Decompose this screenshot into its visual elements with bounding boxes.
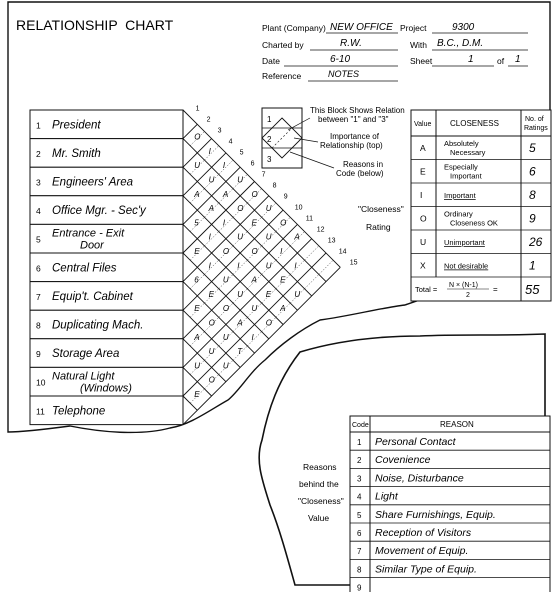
matrix-cell: U [222, 275, 229, 285]
reasons-label-3: "Closeness" [298, 496, 344, 506]
total-label: Total = [415, 285, 438, 294]
matrix-cell: O [237, 204, 244, 214]
closeness-value: E [420, 166, 426, 177]
matrix-cell: A [194, 332, 200, 342]
reasons-label-4: Value [308, 513, 330, 523]
with-label: With [410, 40, 427, 50]
activity-number: 9 [36, 349, 41, 360]
reason-code: 5 [357, 510, 362, 520]
matrix-cell: O [251, 247, 258, 256]
matrix-cell: A [237, 318, 243, 328]
reasons-label-2: behind the [299, 479, 339, 489]
closeness-table [411, 110, 551, 301]
diamond-number: 14 [338, 248, 347, 256]
reason-text: Movement of Equip. [375, 545, 469, 558]
closeness-label-2: Important [450, 171, 482, 181]
activity-name: President [52, 119, 101, 132]
of-label: of [497, 56, 505, 66]
plant-value: NEW OFFICE [330, 22, 393, 33]
activity-name-line-2: (Windows) [80, 382, 132, 395]
activity-number: 1 [36, 120, 41, 131]
matrix-cell: O [208, 318, 215, 328]
reason-text: Light [375, 490, 398, 503]
charted-value: R.W. [340, 38, 362, 49]
matrix-cell: U [294, 289, 301, 299]
matrix-cell: U [237, 289, 243, 299]
total-value: 55 [525, 282, 540, 297]
activity-number: 10 [36, 377, 46, 388]
reasons-table [350, 416, 550, 592]
key-row-3: 3 [267, 155, 272, 164]
rating-label-1: "Closeness" [358, 204, 404, 214]
key-reasons-2: Code (below) [336, 169, 384, 178]
date-label: Date [262, 56, 280, 66]
matrix-cell: E [194, 390, 200, 399]
matrix-cell: E [194, 247, 200, 256]
matrix-cell: O [265, 318, 273, 328]
matrix-cell: U [251, 304, 258, 314]
key-importance-2: Relationship (top) [320, 141, 383, 150]
reason-code: 4 [357, 492, 362, 502]
matrix-cell: 6 [194, 275, 199, 285]
matrix-cell: U [222, 332, 229, 342]
closeness-count: 5 [529, 141, 536, 155]
chart-title: RELATIONSHIP CHART [16, 17, 174, 33]
reference-label: Reference [262, 71, 302, 81]
activity-name: Telephone [52, 405, 106, 418]
closeness-label: Absolutely [444, 139, 479, 148]
matrix-cell: E [194, 304, 200, 314]
project-label: Project [400, 23, 427, 33]
diamond-number: 7 [261, 171, 266, 179]
reason-code: 7 [357, 547, 362, 557]
matrix-cell: U [208, 175, 215, 185]
matrix-cell: O [222, 247, 230, 256]
matrix-cell: 5 [194, 218, 199, 228]
matrix-cell: U [222, 361, 229, 371]
key-row-1: 1 [267, 115, 272, 124]
activity-name: Office Mgr. - Sec'y [52, 205, 146, 218]
matrix-cell: I [222, 218, 226, 228]
activity-name: Storage Area [52, 348, 120, 361]
activity-number: 8 [36, 320, 41, 331]
activity-name: Engineers' Area [52, 176, 134, 189]
diamond-number: 11 [305, 215, 313, 223]
diamond-number: 13 [327, 237, 336, 245]
matrix-cell: U [265, 232, 272, 242]
activity-number: 5 [36, 234, 41, 245]
reason-text: Noise, Disturbance [375, 472, 464, 485]
closeness-count: 8 [529, 188, 536, 202]
matrix-cell: I [222, 161, 226, 171]
activity-number: 7 [36, 291, 41, 302]
date-value: 6-10 [330, 54, 351, 65]
activity-name: Equip't. Cabinet [52, 290, 133, 303]
diamond-number: 1 [195, 105, 200, 113]
total-formula-top: N × (N-1) [449, 282, 478, 289]
rating-label-2: Rating [366, 222, 391, 232]
matrix-cell: A [251, 275, 257, 285]
sheet-label: Sheet [410, 56, 433, 66]
activity-name: Mr. Smith [52, 147, 101, 160]
matrix-cell: A [294, 232, 300, 242]
project-value: 9300 [452, 22, 475, 33]
matrix-cell: U [194, 161, 201, 171]
matrix-cell: I [294, 261, 297, 271]
reason-code: 2 [357, 456, 362, 466]
matrix-cell: A [208, 204, 214, 214]
matrix-cell: A [280, 304, 286, 314]
reasons-col-code: Code [352, 422, 369, 429]
closeness-col-value: Value [414, 121, 432, 128]
diamond-number: 9 [283, 193, 288, 201]
key-importance-1: Importance of [330, 132, 379, 141]
reasons-label-1: Reasons [303, 462, 337, 472]
activity-name: Duplicating Mach. [52, 319, 144, 332]
activity-number: 6 [36, 263, 41, 274]
diamond-number: 6 [250, 160, 255, 168]
diamond-number: 4 [228, 138, 233, 146]
closeness-count: 26 [529, 235, 543, 249]
closeness-value: O [420, 213, 427, 224]
activity-name: Central Files [52, 262, 117, 275]
key-row-2: 2 [267, 135, 272, 144]
matrix-cell: E [251, 218, 257, 228]
closeness-label: Important [444, 191, 476, 200]
matrix-cell: U [265, 204, 272, 214]
closeness-count: 6 [529, 164, 536, 179]
closeness-value: U [420, 237, 427, 247]
matrix-cell: O [251, 189, 258, 199]
reason-text: Personal Contact [375, 436, 456, 448]
closeness-label-2: Necessary [450, 148, 486, 157]
total-equals: = [493, 285, 498, 294]
activity-number: 3 [36, 177, 41, 188]
matrix-cell: U [208, 347, 215, 357]
sheet-value: 1 [468, 54, 474, 65]
matrix-cell: I [280, 247, 283, 256]
diamond-number: 15 [349, 259, 358, 267]
activity-name: Entrance - Exit [52, 227, 125, 240]
matrix-cell: U [237, 232, 243, 242]
activity-number: 11 [36, 406, 45, 417]
closeness-label: Not desirable [444, 261, 489, 271]
closeness-value: X [420, 260, 426, 271]
matrix-cell: E [280, 275, 286, 285]
activity-name-line-2: Door [80, 239, 104, 252]
matrix-cell: O [208, 375, 215, 385]
activity-number: 4 [36, 206, 41, 217]
reason-code: 6 [357, 529, 362, 538]
closeness-value: A [420, 143, 426, 153]
diamond-number: 2 [206, 116, 211, 124]
reason-text: Share Furnishings, Equip. [375, 508, 496, 521]
matrix-cell: I [237, 261, 240, 271]
diamond-number: 12 [316, 226, 325, 234]
diamond-number: 3 [217, 127, 222, 135]
reason-code: 8 [357, 565, 362, 575]
reason-code: 1 [357, 438, 362, 447]
closeness-label: Unimportant [444, 238, 485, 247]
matrix-cell: A [194, 189, 200, 199]
matrix-cell: O [194, 132, 201, 142]
matrix-cell: I [208, 146, 211, 156]
activity-number: 2 [36, 148, 41, 159]
matrix-cell: A [222, 189, 229, 199]
key-line-1: This Block Shows Relation [310, 106, 405, 115]
activity-list [26, 103, 186, 430]
matrix-cell: O [222, 304, 230, 314]
key-line-2: between "1" and "3" [318, 115, 389, 124]
reference-value: NOTES [328, 69, 360, 79]
with-value: B.C., D.M. [437, 38, 484, 49]
closeness-col-closeness: CLOSENESS [450, 119, 499, 128]
closeness-label-2: Closeness OK [450, 218, 498, 228]
matrix-cell: I [251, 332, 254, 342]
reason-text: Covenience [375, 454, 431, 467]
activity-name: Natural Light [52, 370, 115, 383]
total-formula-bottom: 2 [466, 292, 470, 299]
matrix-cell: U [237, 175, 243, 185]
reason-text: Similar Type of Equip. [375, 563, 477, 576]
closeness-col-ratings-1: No. of [525, 116, 544, 123]
key-reasons-1: Reasons in [343, 160, 384, 169]
matrix-cell: U [265, 261, 272, 271]
closeness-col-ratings-2: Ratings [524, 125, 548, 132]
diamond-number: 8 [272, 182, 277, 190]
matrix-cell: E [208, 289, 214, 299]
matrix-cell: U [194, 361, 201, 371]
matrix-cell: I [208, 232, 211, 242]
of-value: 1 [515, 54, 521, 65]
reasons-col-reason: REASON [440, 420, 474, 429]
reason-code: 9 [357, 583, 362, 592]
matrix-cell: T [237, 347, 243, 357]
closeness-label: Especially [444, 162, 478, 172]
closeness-count: 9 [529, 211, 536, 226]
matrix-cell: O [280, 218, 287, 228]
closeness-count: 1 [529, 258, 536, 273]
matrix-cell: E [265, 289, 272, 299]
reason-text: Reception of Visitors [375, 527, 472, 539]
charted-label: Charted by [262, 40, 304, 50]
closeness-label: Ordinary [444, 209, 473, 219]
diamond-number: 10 [294, 204, 303, 212]
closeness-value: I [420, 190, 423, 200]
matrix-cell: I [208, 261, 211, 271]
reason-code: 3 [357, 474, 362, 484]
diamond-number: 5 [239, 149, 244, 157]
plant-label: Plant (Company) [262, 23, 326, 33]
